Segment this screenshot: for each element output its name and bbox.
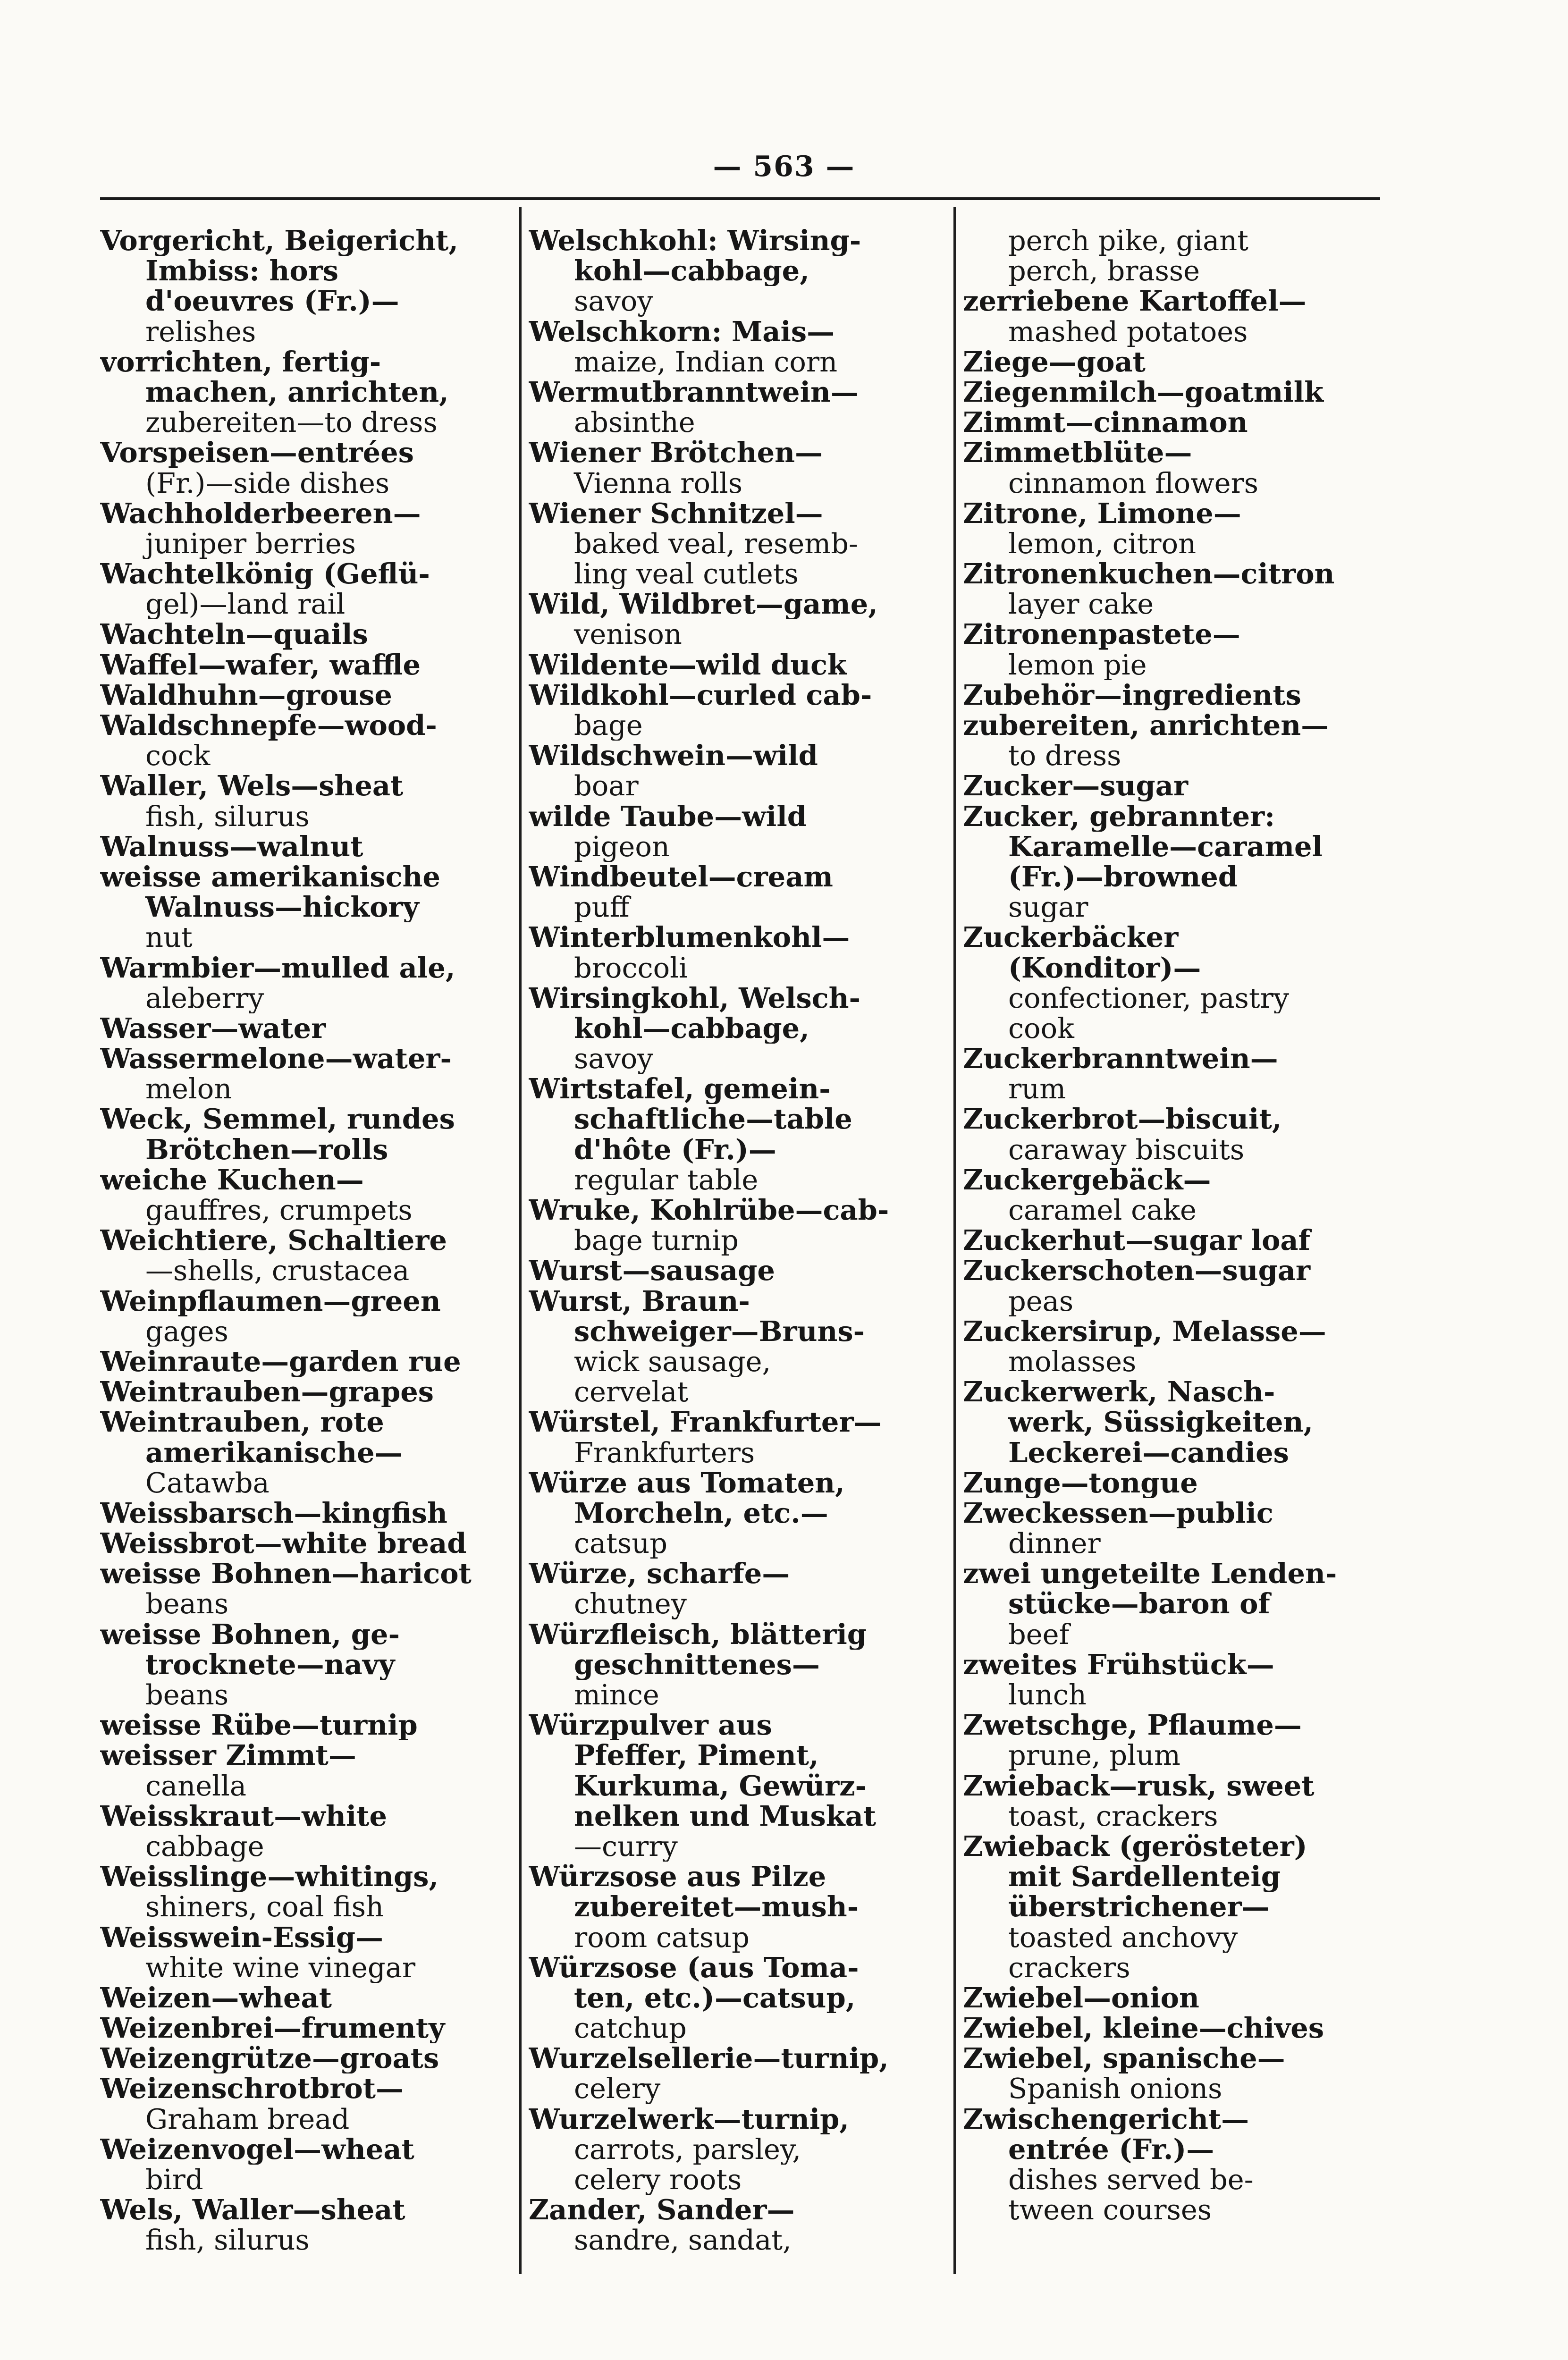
glossary-line: Walnuss—walnut [100,831,363,862]
glossary-line: überstrichener— [1008,1892,1270,1922]
glossary-line: Zwiebel—onion [963,1982,1199,2014]
glossary-line: tween courses [1008,2195,1212,2225]
glossary-line: Weintrauben—grapes [100,1377,434,1408]
glossary-line: caraway biscuits [1008,1134,1245,1165]
glossary-line: boar [574,771,639,801]
glossary-line: amerikanische— [145,1437,403,1468]
glossary-line: Leckerei—candies [1008,1437,1289,1468]
glossary-line: venison [574,619,682,650]
glossary-line: absinthe [574,407,695,438]
glossary-line: Weisswein-Essig— [100,1922,384,1953]
glossary-line: Kurkuma, Gewürz- [574,1770,867,1801]
glossary-line: Wiener Schnitzel— [529,498,823,529]
glossary-line: (Konditor)— [1008,952,1201,983]
glossary-line: caramel cake [1008,1195,1197,1226]
glossary-line: Frankfurters [574,1437,755,1468]
glossary-line: puff [574,892,630,923]
glossary-line: Weinpflaumen—green [100,1286,441,1316]
glossary-line: Zwiebel, spanische— [963,2043,1285,2074]
glossary-line: dishes served be- [1008,2165,1254,2195]
glossary-line: Zuckerwerk, Nasch- [963,1377,1275,1408]
glossary-line: cook [1008,1013,1074,1044]
page-number: — 563 — [713,150,855,183]
glossary-line: rum [1008,1074,1066,1104]
glossary-line: Wildkohl—curled cab- [529,680,872,710]
glossary-line: Wachteln—quails [100,619,368,650]
glossary-line: fish, silurus [145,801,310,832]
glossary-line: zubereitet—mush- [574,1892,859,1922]
glossary-line: cock [145,741,211,771]
glossary-line: Wachtelkönig (Geflü- [100,559,430,590]
glossary-line: mashed potatoes [1008,316,1248,347]
glossary-line: Weizengrütze—groats [100,2043,439,2074]
glossary-line: Weizenschrotbrot— [100,2073,404,2104]
glossary-line: Zimmt—cinnamon [963,407,1248,438]
glossary-line: Zunge—tongue [963,1467,1198,1498]
glossary-line: schweiger—Bruns- [574,1316,865,1347]
glossary-line: Waffel—wafer, waffle [100,649,421,680]
glossary-line: Weisskraut—white [100,1801,388,1831]
glossary-line: Würstel, Frankfurter— [529,1407,882,1438]
glossary-line: cinnamon flowers [1008,468,1259,498]
glossary-line: Zuckergebäck— [963,1164,1211,1195]
glossary-line: nelken und Muskat [574,1801,877,1831]
glossary-line: nut [145,922,193,953]
glossary-line: Vorgericht, Beigericht, [100,226,458,256]
glossary-line: Zuckerbrot—biscuit, [963,1104,1282,1135]
glossary-line: lunch [1008,1680,1087,1711]
glossary-line: Wildschwein—wild [529,741,818,771]
glossary-line: chutney [574,1589,687,1619]
glossary-line: Zwiebel, kleine—chives [963,2013,1324,2044]
glossary-line: toasted anchovy [1008,1922,1238,1953]
glossary-line: baked veal, resemb- [574,528,858,559]
glossary-line: room catsup [574,1922,750,1953]
glossary-line: Wels, Waller—sheat [100,2195,405,2225]
glossary-line: Wurzelwerk—turnip, [529,2104,849,2134]
glossary-line: Wurzelsellerie—turnip, [529,2043,889,2074]
glossary-line: pigeon [574,831,670,862]
glossary-line: beans [145,1680,229,1711]
glossary-line: zweites Frühstück— [963,1649,1274,1680]
glossary-line: sugar [1008,892,1088,923]
glossary-line: kohl—cabbage, [574,256,809,287]
column-divider [953,207,956,2274]
glossary-line: Weck, Semmel, rundes [100,1104,455,1135]
glossary-line: Wermutbranntwein— [529,377,859,408]
glossary-line: Wurst, Braun- [529,1286,750,1316]
glossary-line: Würze aus Tomaten, [529,1467,845,1498]
glossary-line: Warmbier—mulled ale, [100,952,455,983]
glossary-line: Wild, Wildbret—game, [529,589,878,620]
glossary-line: kohl—cabbage, [574,1013,809,1044]
glossary-line: savoy [574,1044,653,1074]
glossary-line: Waller, Wels—sheat [100,771,404,801]
glossary-line: weisse Bohnen, ge- [100,1619,400,1650]
glossary-line: weisse Rübe—turnip [100,1710,418,1741]
glossary-line: cabbage [145,1831,264,1862]
glossary-line: ten, etc.)—catsup, [574,1982,856,2014]
glossary-line: Zitrone, Limone— [963,498,1241,529]
glossary-line: Zuckerhut—sugar loaf [963,1225,1311,1256]
glossary-line: layer cake [1008,589,1154,620]
glossary-line: regular table [574,1164,759,1195]
glossary-line: beef [1008,1619,1070,1650]
header-rule [100,197,1380,200]
glossary-line: white wine vinegar [145,1952,416,1983]
glossary-line: zerriebene Kartoffel— [963,286,1307,317]
glossary-line: shiners, coal fish [145,1892,384,1922]
glossary-line: Walnuss—hickory [145,892,419,923]
glossary-line: Zubehör—ingredients [963,680,1301,710]
glossary-line: zubereiten, anrichten— [963,710,1329,741]
glossary-line: Zuckersirup, Melasse— [963,1316,1326,1347]
glossary-line: to dress [1008,741,1121,771]
glossary-line: Zucker—sugar [963,771,1189,801]
glossary-line: Waldhuhn—grouse [100,680,392,710]
glossary-line: Zuckerschoten—sugar [963,1256,1311,1286]
glossary-line: Weinraute—garden rue [100,1346,461,1377]
glossary-line: wick sausage, [574,1346,771,1377]
glossary-line: catchup [574,2013,687,2044]
glossary-line: Waldschnepfe—wood- [100,710,437,741]
glossary-line: Wruke, Kohlrübe—cab- [529,1195,889,1226]
glossary-line: maize, Indian corn [574,346,838,377]
column-divider [519,207,522,2274]
glossary-line: lemon, citron [1008,528,1197,559]
glossary-line: perch, brasse [1008,256,1200,287]
glossary-line: Graham bread [145,2104,350,2134]
glossary-line: Weizenbrei—frumenty [100,2013,445,2044]
glossary-line: Wirtstafel, gemein- [529,1074,831,1104]
glossary-line: bird [145,2165,203,2195]
glossary-line: savoy [574,286,653,317]
glossary-line: peas [1008,1286,1074,1316]
glossary-line: Wasser—water [100,1013,326,1044]
glossary-line: Ziegenmilch—goatmilk [963,377,1324,408]
glossary-line: ling veal cutlets [574,559,799,590]
glossary-line: (Fr.)—browned [1008,861,1238,893]
glossary-line: Würzsose (aus Toma- [529,1952,859,1983]
glossary-line: Spanish onions [1008,2073,1222,2104]
glossary-line: mince [574,1680,659,1711]
glossary-line: Karamelle—caramel [1008,831,1323,862]
glossary-line: Welschkorn: Mais— [529,316,835,347]
glossary-line: celery roots [574,2165,742,2195]
glossary-line: Wildente—wild duck [529,649,847,680]
glossary-line: prune, plum [1008,1740,1180,1771]
glossary-line: Winterblumenkohl— [529,922,850,953]
glossary-line: stücke—baron of [1008,1589,1270,1619]
glossary-line: bage turnip [574,1225,739,1256]
glossary-line: Ziege—goat [963,346,1146,377]
glossary-line: confectioner, pastry [1008,983,1290,1013]
glossary-line: aleberry [145,983,264,1013]
glossary-line: Wirsingkohl, Welsch- [529,983,861,1013]
glossary-line: Imbiss: hors [145,256,338,287]
glossary-line: melon [145,1074,232,1104]
glossary-line: beans [145,1589,229,1619]
glossary-line: relishes [145,316,256,347]
glossary-line: Zwischengericht— [963,2104,1249,2134]
glossary-line: gel)—land rail [145,589,346,620]
glossary-line: toast, crackers [1008,1801,1218,1831]
glossary-line: schaftliche—table [574,1104,852,1135]
glossary-line: crackers [1008,1952,1130,1983]
glossary-line: weisser Zimmt— [100,1740,356,1771]
glossary-line: Würze, scharfe— [529,1559,790,1589]
glossary-line: cervelat [574,1377,689,1408]
glossary-line: Weichtiere, Schaltiere [100,1225,447,1256]
glossary-column-2 [529,226,943,2312]
glossary-line: weiche Kuchen— [100,1164,364,1195]
glossary-line: Vorspeisen—entrées [100,438,414,468]
glossary-line: werk, Süssigkeiten, [1008,1407,1314,1438]
glossary-column-3 [963,226,1380,2312]
glossary-line: geschnittenes— [574,1649,820,1680]
glossary-line: Catawba [145,1467,270,1498]
glossary-line: entrée (Fr.)— [1008,2134,1214,2165]
glossary-line: gauffres, crumpets [145,1195,413,1226]
glossary-line: Zimmetblüte— [963,438,1192,468]
glossary-line: Weizen—wheat [100,1982,332,2014]
glossary-line: wilde Taube—wild [529,801,807,832]
glossary-line: lemon pie [1008,649,1147,680]
glossary-line: canella [145,1770,247,1801]
glossary-column-1 [100,226,512,2312]
glossary-line: celery [574,2073,661,2104]
glossary-line: Welschkohl: Wirsing- [529,226,861,256]
glossary-line: Wiener Brötchen— [529,438,823,468]
glossary-line: sandre, sandat, [574,2225,792,2256]
glossary-line: vorrichten, fertig- [100,346,381,377]
glossary-line: perch pike, giant [1008,226,1249,256]
glossary-line: Morcheln, etc.— [574,1498,828,1529]
glossary-line: Würzsose aus Pilze [529,1862,826,1892]
glossary-line: Zwieback—rusk, sweet [963,1770,1315,1801]
glossary-line: Vienna rolls [574,468,743,498]
glossary-line: weisse amerikanische [100,861,440,893]
glossary-line: Wurst—sausage [529,1256,775,1286]
glossary-line: d'oeuvres (Fr.)— [145,286,399,317]
glossary-line: Zweckessen—public [963,1498,1273,1529]
glossary-line: Wassermelone—water- [100,1044,452,1074]
glossary-line: broccoli [574,952,688,983]
glossary-line: —shells, crustacea [145,1256,410,1286]
glossary-line: molasses [1008,1346,1137,1377]
glossary-line: Weintrauben, rote [100,1407,384,1438]
glossary-line: Zwetschge, Pflaume— [963,1710,1302,1741]
glossary-line: dinner [1008,1528,1101,1559]
glossary-line: Zander, Sander— [529,2195,795,2225]
glossary-line: zubereiten—to dress [145,407,438,438]
glossary-line: Würzpulver aus [529,1710,772,1741]
glossary-line: gages [145,1316,228,1347]
glossary-line: Würzfleisch, blätterig [529,1619,867,1650]
glossary-line: Zwieback (gerösteter) [963,1831,1307,1862]
glossary-line: carrots, parsley, [574,2134,801,2165]
glossary-line: Zitronenpastete— [963,619,1240,650]
glossary-line: machen, anrichten, [145,377,449,408]
glossary-line: Weisslinge—whitings, [100,1862,439,1892]
glossary-line: Weissbrot—white bread [100,1528,467,1559]
glossary-line: Weizenvogel—wheat [100,2134,414,2165]
glossary-line: d'hôte (Fr.)— [574,1134,776,1165]
glossary-line: Zuckerbäcker [963,922,1179,953]
glossary-line: mit Sardellenteig [1008,1862,1281,1892]
glossary-line: Pfeffer, Piment, [574,1740,819,1771]
glossary-line: fish, silurus [145,2225,310,2256]
glossary-line: Windbeutel—cream [529,861,833,893]
glossary-line: Weissbarsch—kingfish [100,1498,447,1529]
glossary-line: zwei ungeteilte Lenden- [963,1559,1337,1589]
glossary-line: juniper berries [145,528,356,559]
glossary-line: weisse Bohnen—haricot [100,1559,472,1589]
glossary-line: —curry [574,1831,678,1862]
glossary-line: Wachholderbeeren— [100,498,421,529]
glossary-line: (Fr.)—side dishes [145,468,390,498]
glossary-line: Zitronenkuchen—citron [963,559,1335,590]
glossary-line: bage [574,710,643,741]
glossary-line: trocknete—navy [145,1649,395,1680]
glossary-line: Brötchen—rolls [145,1134,388,1165]
glossary-line: Zuckerbranntwein— [963,1044,1278,1074]
glossary-line: catsup [574,1528,667,1559]
glossary-line: Zucker, gebrannter: [963,801,1275,832]
